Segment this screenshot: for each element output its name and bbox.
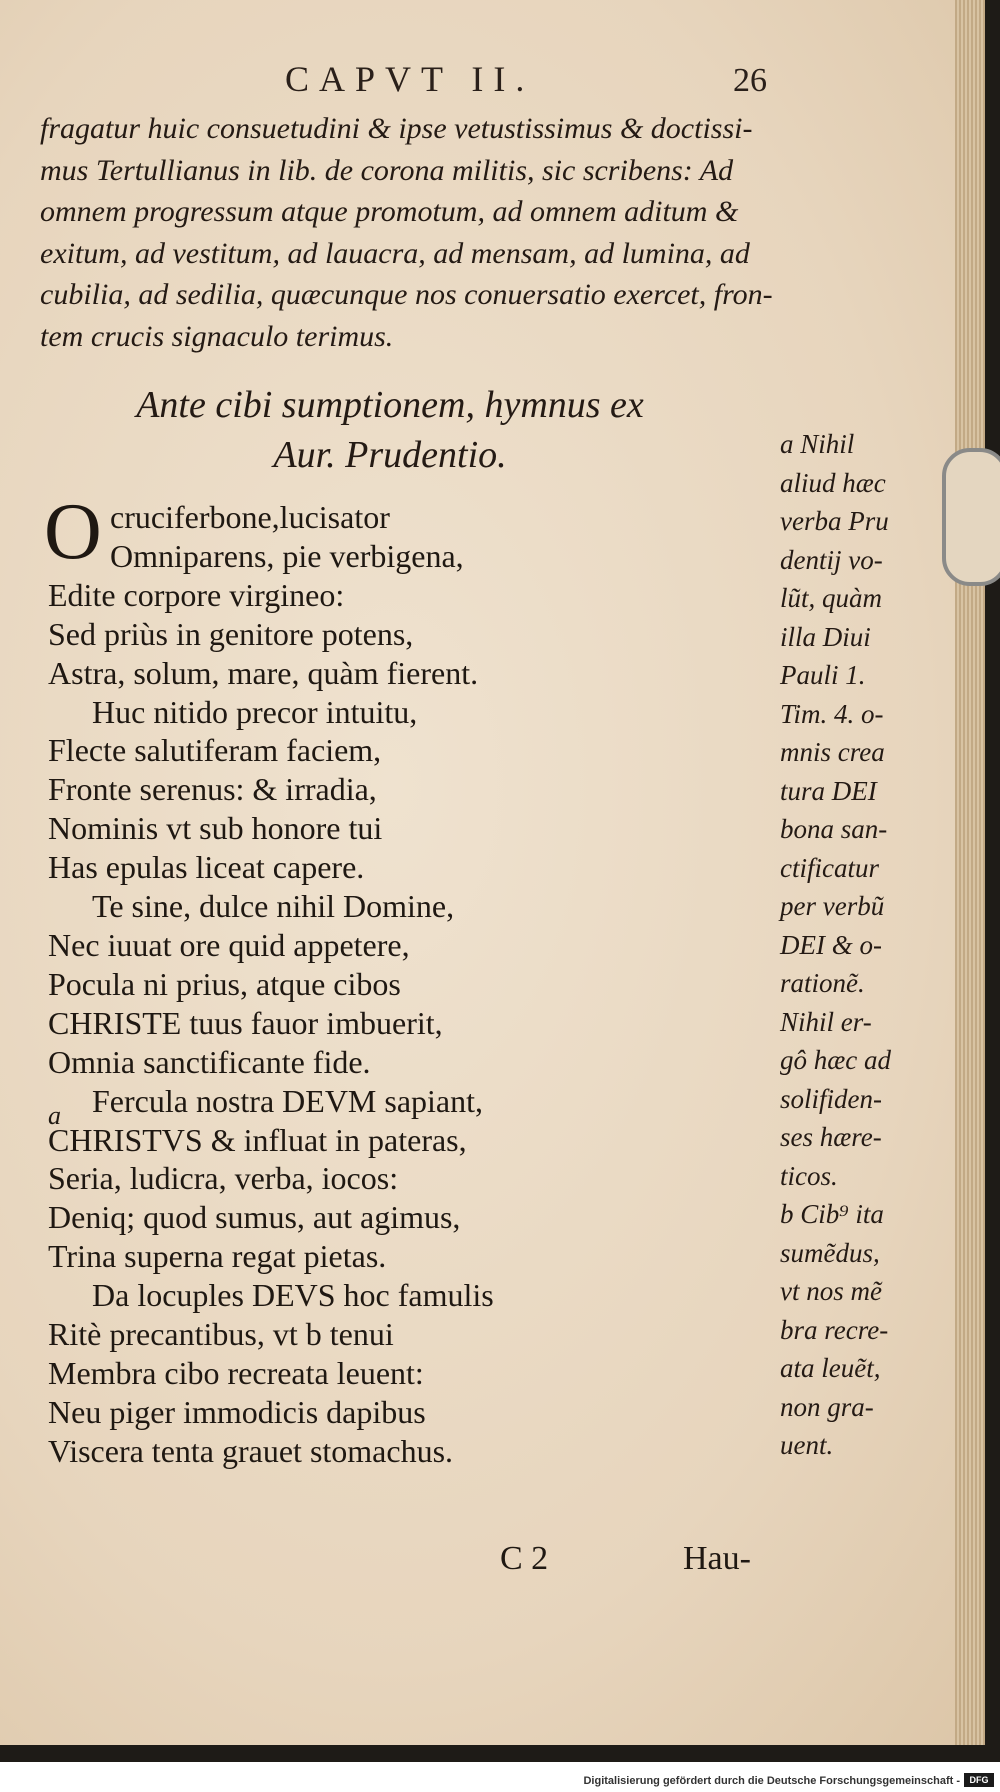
hymn-line: Fronte serenus: & irradia,: [48, 771, 377, 808]
hymn-line: Deniq; quod sumus, aut agimus,: [48, 1199, 461, 1236]
margin-note-line: Tim. 4. o-: [780, 698, 884, 729]
margin-notes: [780, 425, 950, 1465]
margin-note-line: ctificatur: [780, 852, 879, 883]
hymn-line: cruciferbone,lucisator: [110, 499, 390, 535]
intro-line: omnem progressum atque promotum, ad omnem aditum &: [40, 195, 739, 228]
hymn-line: CHRISTE tuus fauor imbuerit,: [48, 1004, 443, 1041]
intro-paragraph: [40, 108, 930, 357]
hymn-line: Nominis vt sub honore tui: [48, 810, 383, 847]
digitization-credit: Digitalisierung gefördert durch die Deutsche Forschungsgemeinschaft -: [583, 1775, 960, 1787]
margin-note-line: vt nos mẽ: [780, 1276, 882, 1306]
margin-note-line: bra recre-: [780, 1314, 889, 1345]
intro-line: fragatur huic consuetudini & ipse vetustissimus & doctissi-: [40, 112, 753, 145]
hymn-line: Trina superna regat pietas.: [48, 1238, 387, 1275]
margin-note-line: illa Diui: [780, 621, 871, 652]
dfg-logo-icon: DFG: [964, 1773, 994, 1787]
hymn-line: CHRISTVS & influat in pateras,: [48, 1121, 467, 1158]
hymn-line: Pocula ni prius, atque cibos: [48, 965, 401, 1002]
hymn-line: Edite corpore virgineo:: [48, 576, 345, 613]
margin-note-line: gô hæc ad: [780, 1045, 891, 1075]
hymn-heading: [40, 380, 740, 480]
margin-note-line: non gra-: [780, 1391, 874, 1422]
hymn-line: Neu piger immodicis dapibus: [48, 1393, 426, 1430]
hymn-line: Omnia sanctificante fide.: [48, 1043, 371, 1080]
margin-note-line: mnis crea: [780, 737, 885, 767]
page-edges: [955, 0, 985, 1745]
catchword: Hau-: [683, 1540, 751, 1577]
hymn-line: Te sine, dulce nihil Domine,: [92, 888, 455, 925]
margin-note-line: Nihil er-: [780, 1006, 872, 1037]
hymn-line: Nec iuuat ore quid appetere,: [48, 926, 410, 963]
hymn-line: Astra, solum, mare, quàm fierent.: [48, 654, 479, 691]
margin-note-line: b Cib⁹ ita: [780, 1199, 884, 1229]
hymn-line: Flecte salutiferam faciem,: [48, 732, 382, 769]
hymn-line: Da locuples DEVS hoc famulis: [92, 1277, 494, 1314]
margin-note-line: dentij vo-: [780, 544, 883, 575]
margin-note-line: lũt, quàm: [780, 583, 883, 613]
hymn-line: Ritè precantibus, vt b tenui: [48, 1316, 394, 1353]
drop-cap: O: [44, 488, 102, 576]
margin-note-line: solifiden-: [780, 1083, 882, 1114]
intro-line: tem crucis signaculo terimus.: [40, 319, 394, 353]
hymn-opening: [44, 488, 608, 576]
page-number: 26: [733, 62, 767, 99]
hymn-line: Huc nitido precor intuitu,: [92, 693, 418, 730]
hymn-line: Omniparens, pie verbigena,: [110, 537, 464, 574]
margin-note-line: rationẽ.: [780, 968, 865, 998]
margin-note-line: uent.: [780, 1430, 834, 1460]
running-head: CAPVT II.: [285, 59, 535, 99]
heading-line: Ante cibi sumptionem, hymnus ex: [136, 384, 644, 426]
hymn-line: Viscera tenta grauet stomachus.: [48, 1432, 454, 1469]
margin-note-line: a Nihil: [780, 429, 855, 459]
margin-note-line: aliud hæc: [780, 467, 886, 498]
hymn-line: Fercula nostra DEVM sapiant,: [92, 1082, 484, 1119]
note-marker-a: a: [48, 1101, 61, 1130]
margin-note-line: per verbũ: [780, 891, 885, 921]
hymn-line: Sed priùs in genitore potens,: [48, 615, 414, 652]
book-clasp: [942, 448, 1000, 586]
intro-line: exitum, ad vestitum, ad lauacra, ad mensam, ad lumina, ad: [40, 236, 750, 270]
margin-note-line: tura DEI: [780, 775, 877, 806]
margin-note-line: ticos.: [780, 1160, 838, 1191]
hymn-line: Seria, ludicra, verba, iocos:: [48, 1160, 399, 1197]
heading-line: Aur. Prudentio.: [273, 434, 507, 476]
margin-note-line: ata leuẽt,: [780, 1353, 881, 1383]
margin-note-line: verba Pru: [780, 506, 889, 536]
margin-note-line: sumẽdus,: [780, 1237, 880, 1268]
margin-note-line: bona san-: [780, 814, 888, 844]
intro-line: cubilia, ad sedilia, quæcunque nos conuersatio exercet, fron-: [40, 278, 773, 311]
hymn-text: [44, 488, 608, 1471]
margin-note-line: Pauli 1.: [780, 660, 866, 690]
hymn-line: Membra cibo recreata leuent:: [48, 1354, 424, 1391]
margin-note-line: ses hære-: [780, 1122, 882, 1152]
margin-note-line: DEI & o-: [780, 929, 882, 960]
hymn-line: Has epulas liceat capere.: [48, 849, 365, 886]
intro-line: mus Tertullianus in lib. de corona militis, sic scribens: Ad: [40, 153, 734, 187]
signature-mark: C 2: [500, 1540, 549, 1577]
